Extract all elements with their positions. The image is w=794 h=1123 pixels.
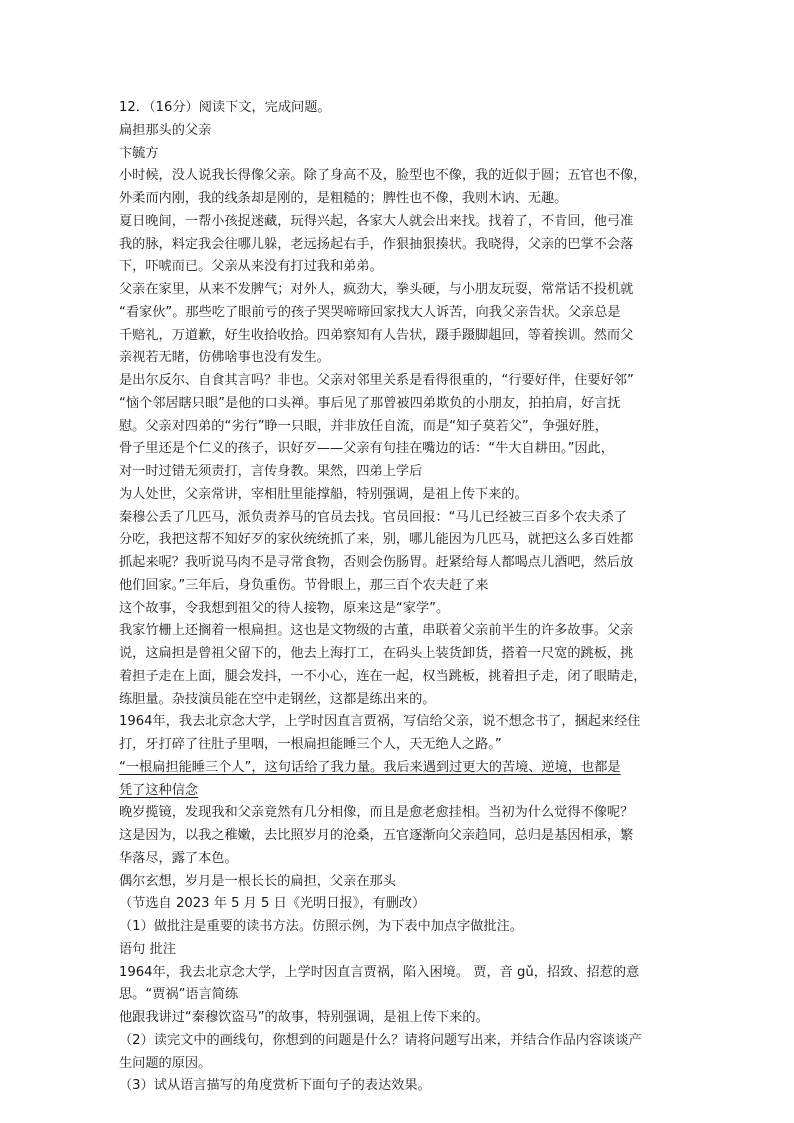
underlined-sentence-line: 凭了这种信念 (119, 782, 199, 798)
source-note: （节选自 2023 年 5 月 5 日《光明日报》，有删改） (119, 896, 426, 912)
paragraph-line: 偶尔玄想，岁月是一根长长的扁担，父亲在那头 (119, 873, 396, 889)
subquestion-2: （2）读完文中的画线句，你想到的问题是什么？请将问题写出来，并结合作品内容谈谈产 (119, 1032, 642, 1048)
paragraph-line: 我的脉，料定我会往哪儿躲，老远扬起右手，作狠抽狠揍状。我晓得，父亲的巴掌不会落 (119, 236, 634, 252)
table-row: 思。“贾祸”语言简练 (119, 987, 239, 1003)
paragraph-line: 夏日晚间，一帮小孩捉迷藏，玩得兴起，各家大人就会出来找。找着了，不肯回，他弓准 (119, 213, 634, 229)
paragraph-line: “看家伙”。那些吃了眼前亏的孩子哭哭啼啼回家找大人诉苦，向我父亲告状。父亲总是 (119, 304, 621, 320)
paragraph-line: 小时候，没人说我长得像父亲。除了身高不及，脸型也不像，我的近似于圆；五官也不像， (119, 168, 647, 184)
paragraph-line: 抓起来呢？我听说马肉不是寻常食物，否则会伤肠胃。赶紧给每人都喝点儿酒吧，然后放 (119, 555, 634, 570)
paragraph-line: 打，牙打碎了往肚子里咽，一根扁担能睡三个人，天无绝人之路。” (119, 737, 502, 752)
table-row: 他跟我讲过“秦穆饮盗马”的故事，特别强调，是祖上传下来的。 (119, 1010, 489, 1025)
paragraph-line: 秦穆公丢了几匹马，派负责养马的官员去找。官员回报：“马儿已经被三百多个农夫杀了 (119, 509, 627, 525)
paragraph-line: 说，这扁担是曾祖父留下的，他去上海打工，在码头上装货卸货，搭着一尺宽的跳板，挑 (119, 646, 634, 661)
paragraph-line: 1964年，我去北京念大学，上学时因直言贾祸，写信给父亲，说不想念书了，捆起来经住 (119, 714, 641, 730)
document-body (119, 97, 679, 1098)
paragraph-line: 练胆量。杂技演员能在空中走钢丝，这都是练出来的。 (119, 691, 436, 707)
paragraph-line: 这是因为，以我之稚嫩，去比照岁月的沧桑，五官逐渐向父亲趋同，总归是基因相承，繁 (119, 828, 634, 843)
paragraph-line: 这个故事，令我想到祖父的待人接物，原来这是“家学”。 (119, 600, 450, 616)
paragraph-line: 下，吓唬而已。父亲从来没有打过我和弟弟。 (119, 259, 383, 275)
question-heading: 12．（16分）阅读下文，完成问题。 (119, 100, 331, 115)
article-author: 卞毓方 (119, 145, 159, 161)
paragraph-line: 对一时过错无须责打，言传身教。果然，四弟上学后 (119, 464, 423, 479)
paragraph-line: 着担子走在上面，腿会发抖，一不小心，连在一起，权当跳板，挑着担子走，闭了眼睛走， (119, 668, 647, 684)
paragraph-line: 外柔而内刚，我的线条却是刚的，是粗糙的；脾性也不像，我则木讷、无趣。 (119, 191, 568, 206)
paragraph-line: “恼个邻居瞎只眼”是他的口头禅。事后见了那曾被四弟欺负的小朋友，拍拍肩，好言抚 (119, 395, 621, 411)
subquestion-3: （3）试从语言描写的角度赏析下面句子的表达效果。 (119, 1078, 431, 1094)
table-row: 1964年，我去北京念大学，上学时因直言贾祸，陷入困境。 贾，音 gǔ，招致、招惹的意 (119, 964, 640, 980)
article-title: 扁担那头的父亲 (119, 122, 212, 138)
paragraph-line: 父亲在家里，从来不发脾气；对外人，疯劲大，拳头硬，与小朋友玩耍，常常话不投机就 (119, 282, 634, 297)
underlined-sentence-line: “一根扁担能睡三个人”，这句话给了我力量。我后来遇到过更大的苦境、逆境，也都是 (119, 759, 621, 775)
paragraph-line: 他们回家。”三年后，身负重伤。节骨眼上，那三百个农夫赶了来 (119, 577, 489, 593)
paragraph-line: 我家竹栅上还搁着一根扁担。这也是文物级的古董，串联着父亲前半生的许多故事。父亲 (119, 623, 634, 639)
paragraph-line: 华落尽，露了本色。 (119, 850, 238, 866)
paragraph-line: 是出尔反尔、自食其言吗？非也。父亲对邻里关系是看得很重的，“行要好伴，住要好邻” (119, 373, 634, 388)
paragraph-line: 晚岁揽镜，发现我和父亲竟然有几分相像，而且是愈老愈挂相。当初为什么觉得不像呢？ (119, 805, 634, 821)
paragraph-line: 骨子里还是个仁义的孩子，识好歹——父亲有句挂在嘴边的话：“牛大自耕田。”因此， (119, 441, 614, 457)
paragraph-line: 慰。父亲对四弟的“劣行”睁一只眼，并非放任自流，而是“知子莫若父”，争强好胜， (119, 418, 608, 434)
subquestion-2-cont: 生问题的原因。 (119, 1055, 212, 1071)
table-header: 语句 批注 (119, 941, 176, 957)
paragraph-line: 分吃，我把这帮不知好歹的家伙统统抓了来，别，哪儿能因为几匹马，就把这么多百姓都 (119, 532, 634, 548)
subquestion-1: （1）做批注是重要的读书方法。仿照示例，为下表中加点字做批注。 (119, 919, 524, 934)
paragraph-line: 亲视若无睹，仿佛啥事也没有发生。 (119, 350, 330, 366)
paragraph-line: 千赔礼，万道歉，好生收拾收拾。四弟察知有人告状，蹑手蹑脚趄回，等着挨训。然而父 (119, 327, 634, 343)
paragraph-line: 为人处世，父亲常讲，宰相肚里能撑船，特别强调，是祖上传下来的。 (119, 486, 528, 502)
